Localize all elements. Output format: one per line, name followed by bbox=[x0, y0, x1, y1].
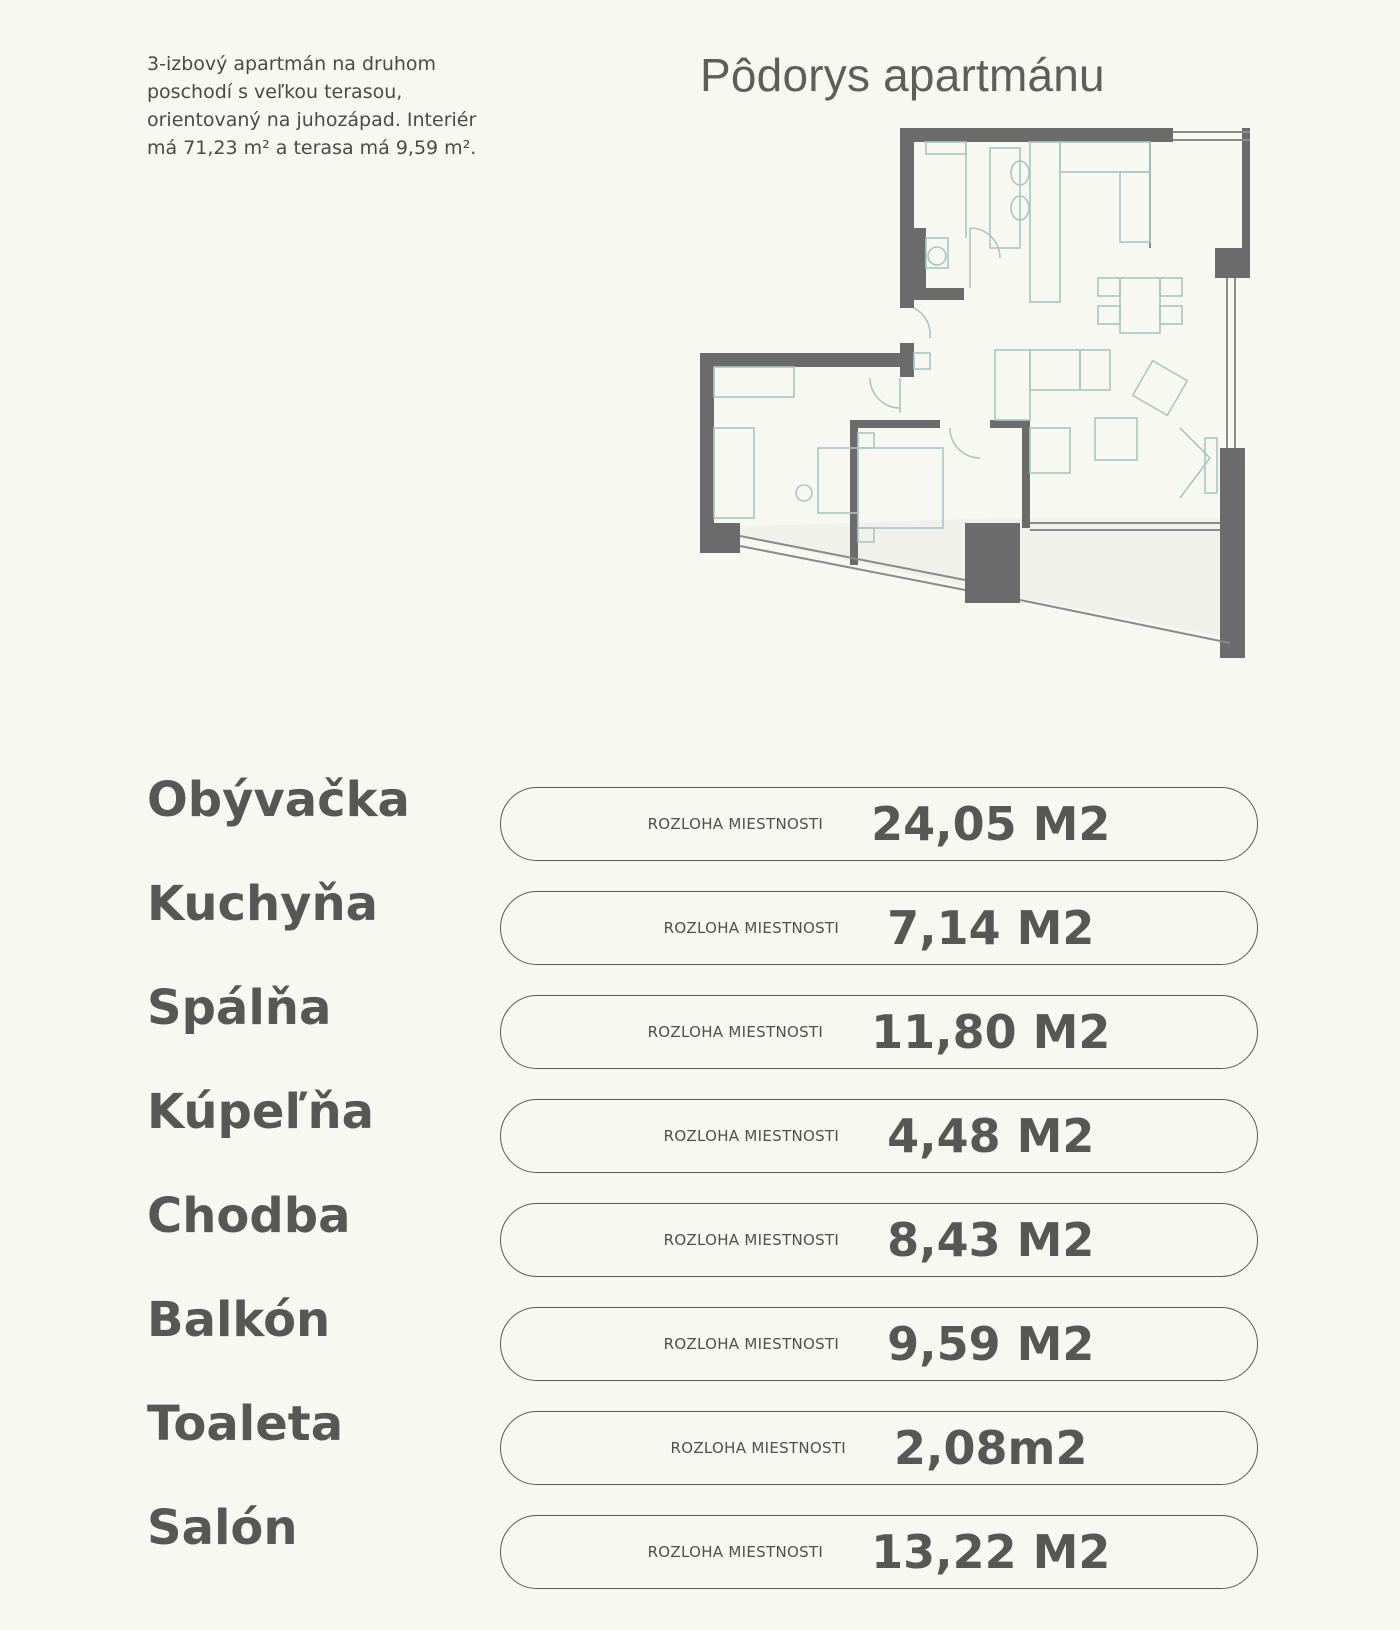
room-area-label: ROZLOHA MIESTNOSTI bbox=[647, 815, 824, 833]
room-area-pill bbox=[500, 1307, 1258, 1381]
room-area-label: ROZLOHA MIESTNOSTI bbox=[663, 1127, 840, 1145]
room-area-pill bbox=[500, 995, 1258, 1069]
room-area-label: ROZLOHA MIESTNOSTI bbox=[663, 1231, 840, 1249]
room-area-pill bbox=[500, 891, 1258, 965]
room-area-value: 11,80 M2 bbox=[871, 1005, 1111, 1059]
room-area-value: 4,48 M2 bbox=[887, 1109, 1095, 1163]
room-area-label: ROZLOHA MIESTNOSTI bbox=[663, 1335, 840, 1353]
room-area-pill bbox=[500, 1099, 1258, 1173]
room-area-value: 8,43 M2 bbox=[887, 1213, 1095, 1267]
room-area-pill bbox=[500, 1411, 1258, 1485]
floor-plan-image bbox=[700, 128, 1260, 668]
room-name: Spálňa bbox=[147, 980, 332, 1036]
room-name: Obývačka bbox=[147, 772, 410, 828]
room-name: Balkón bbox=[147, 1292, 331, 1348]
room-name: Salón bbox=[147, 1500, 298, 1556]
room-name: Chodba bbox=[147, 1188, 351, 1244]
room-area-value: 13,22 M2 bbox=[871, 1525, 1111, 1579]
room-area-value: 24,05 M2 bbox=[871, 797, 1111, 851]
room-area-pill bbox=[500, 1203, 1258, 1277]
room-area-label: ROZLOHA MIESTNOSTI bbox=[663, 919, 840, 937]
apartment-description: 3-izbový apartmán na druhom poschodí s veľkou terasou, orientovaný na juhozápad. Interiér má 71,23 m² a terasa má 9,59 m². bbox=[147, 53, 477, 159]
room-area-label: ROZLOHA MIESTNOSTI bbox=[647, 1023, 824, 1041]
floor-plan-title: Pôdorys apartmánu bbox=[700, 49, 1105, 101]
room-area-pill bbox=[500, 787, 1258, 861]
room-name: Kuchyňa bbox=[147, 876, 378, 932]
room-area-value: 9,59 M2 bbox=[887, 1317, 1095, 1371]
room-name: Toaleta bbox=[147, 1396, 344, 1452]
room-area-label: ROZLOHA MIESTNOSTI bbox=[647, 1543, 824, 1561]
room-area-value: 2,08m2 bbox=[894, 1421, 1088, 1475]
room-area-label: ROZLOHA MIESTNOSTI bbox=[670, 1439, 847, 1457]
room-name: Kúpeľňa bbox=[147, 1084, 375, 1140]
room-area-pill bbox=[500, 1515, 1258, 1589]
room-area-value: 7,14 M2 bbox=[887, 901, 1095, 955]
